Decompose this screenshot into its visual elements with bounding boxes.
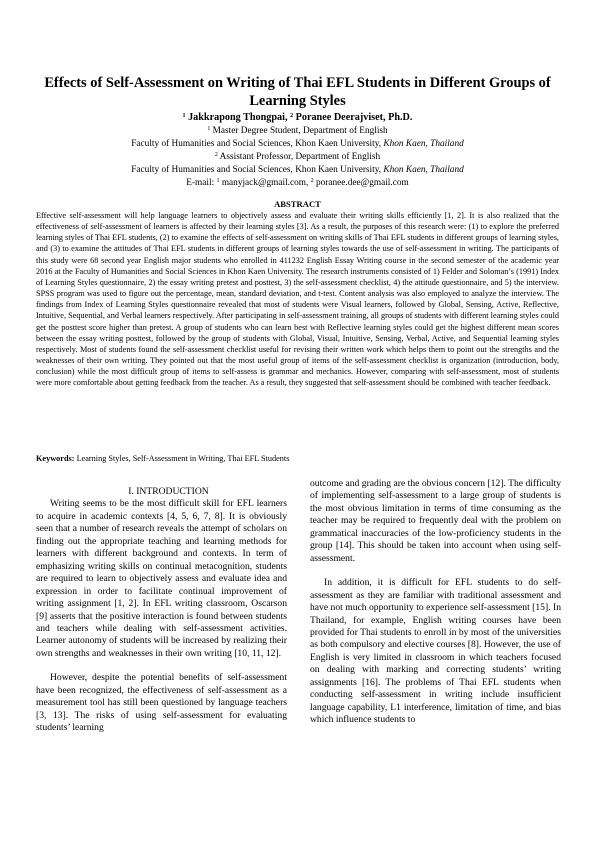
affiliation1-place: Khon Kaen, Thailand bbox=[383, 138, 464, 149]
intro-paragraph-2: However, despite the potential benefits of self-assessment have been recognized, the effectiveness of self-assessment as a measurement tool has still been questioned by language teachers [3, 13]. The risks of using self-assessment for evaluating students’ learning bbox=[36, 672, 287, 734]
keywords-line bbox=[36, 453, 559, 464]
section-heading-introduction: I. INTRODUCTION bbox=[128, 486, 209, 497]
affiliation2-role: $^2$ Assistant Professor, Department of English bbox=[214, 151, 381, 162]
keywords-label: Keywords: bbox=[36, 454, 75, 463]
affiliation2-faculty: Faculty of Humanities and Social Sciences, Khon Kaen University, Khon Kaen, Thailand bbox=[131, 164, 464, 175]
affiliation2-place: Khon Kaen, Thailand bbox=[383, 164, 464, 175]
author2-superscript: 2 bbox=[290, 113, 294, 119]
author1-name: Jakkrapong Thongpai, bbox=[188, 112, 288, 123]
abstract-text: Effective self-assessment will help language learners to objectively assess and evaluate their writing skills efficiently [1, 2]. It is also realized that the effectiveness of self-assessment of learners is affected by their learning styles [3]. As a result, the purposes of this research were: (1) to explore the preferred learning styles of Thai EFL students, (2) to examine the effects of self-assessment on writing skills of Thai EFL students in different groups of learning styles, and (3) to examine the attitudes of Thai EFL students in different groups of learning styles towards the use of self-assessment in writing. The participants of this study were 68 second year English major students who enrolled in 411232 English Essay Writing course in the second semester of the academic year 2016 at the Faculty of Humanities and Social Sciences in Khon Kaen University. The research instruments consisted of 1) Felder and Soloman’s (1991) Index of Learning Styles questionnaire, 2) the essay writing pretest and posttest, 3) the self-assessment checklist, 4) the attitude questionnaire, and 5) the interview. SPSS program was used to figure out the percentage, mean, standard deviation, and t-test. Content analysis was also employed to analyze the interview. The findings from Index of Learning Styles questionnaire revealed that most of students were Visual learners, followed by Global, Sensing, Active, Reflective, Intuitive, Sequential, and Verbal learners respectively. After participating in self-assessment training, all groups of students with different learning styles could get the posttest score higher than pretest. A group of students who can learn best with Reflective learning styles could get the highest different mean scores between the essay writing posttest, followed by the group of students with Global, Visual, Intuitive, Sensing, Verbal, Active, and Sequential learning styles respectively. Most of students found the self-assessment checklist useful for revising their written work which helps them to point out the strengths and the weaknesses of their own writing. They pointed out that the most useful group of items of the self-assessment checklist is organization (introduction, body, conclusion) while the most difficult group of items to self-assess is grammar and mechanics. However, comparing with self-assessment, most of students were more comfortable about getting feedback from the teacher. As a result, they suggested that self-assessment should be combined with teacher feedback. bbox=[36, 211, 559, 388]
email-line: E-mail: $^1$ manyjack@gmail.com, $^2$ poranee.dee@gmail.com bbox=[186, 177, 409, 188]
paper-title: Effects of Self-Assessment on Writing of Thai EFL Students in Different Groups of Learning Styles bbox=[44, 75, 551, 109]
email-2[interactable]: poranee.dee@gmail.com bbox=[316, 177, 409, 188]
right-column bbox=[310, 478, 561, 727]
author2-name: Poranee Deerajviset, Ph.D. bbox=[295, 112, 413, 123]
intro-paragraph-1: Writing seems to be the most difficult skill for EFL learners to acquire in academic contexts [4, 5, 6, 7, 8]. It is obviously seen that a number of research reveals the attempt of scholars on finding out the appropriate teaching and learning methods for learners with different background and contexts. In term of emphasizing writing skills on continual metacognition, students are required to learn to objectively assess and evaluate idea and expression in order to facilitate continual improvement of writing assignment [1, 2]. In EFL writing classroom, Oscarson [9] asserts that the positive interaction is found between students and teachers while dealing with self-assessment activities. Learner autonomy of students will be increased by realizing their own strengths and weaknesses in their own writing [10, 11, 12]. bbox=[36, 498, 287, 659]
keywords-text: Learning Styles, Self-Assessment in Writing, Thai EFL Students bbox=[76, 454, 290, 463]
email-1[interactable]: manyjack@gmail.com, bbox=[221, 177, 309, 188]
abstract-heading: ABSTRACT bbox=[274, 199, 321, 209]
author-block bbox=[40, 112, 555, 189]
affiliation1-role: $^1$ Master Degree Student, Department of English bbox=[207, 125, 388, 136]
author-names bbox=[40, 112, 555, 125]
intro-paragraph-3: outcome and grading are the obvious concern [12]. The difficulty of implementing self-assessment to a large group of students is the most obvious limitation in terms of time consuming as the teacher may be required to frequently deal with the problem on grammatical inaccuracies of the low-proficiency students in the group [14]. This should be taken into account when using self-assessment. bbox=[310, 478, 561, 564]
left-column bbox=[36, 486, 287, 735]
author1-superscript: 1 bbox=[182, 113, 186, 119]
affiliation1-faculty: Faculty of Humanities and Social Sciences, Khon Kaen University, Khon Kaen, Thailand bbox=[131, 138, 464, 149]
email-label: E-mail: bbox=[186, 177, 215, 188]
intro-paragraph-4: In addition, it is difficult for EFL students to do self-assessment as they are familiar with traditional assessment and have not much opportunity to experience self-assessment [15]. In Thailand, for example, English writing courses have been provided for Thai students to enroll in by most of the universities as both compulsory and elective courses [8]. However, the use of English is very limited in classroom in which teachers focused on dealing with marking and correcting students’ writing assignments [16]. The problems of Thai EFL students when conducting self-assessment in writing include insufficient language capability, L1 interference, limitation of time, and bias which influence students to bbox=[310, 577, 561, 726]
